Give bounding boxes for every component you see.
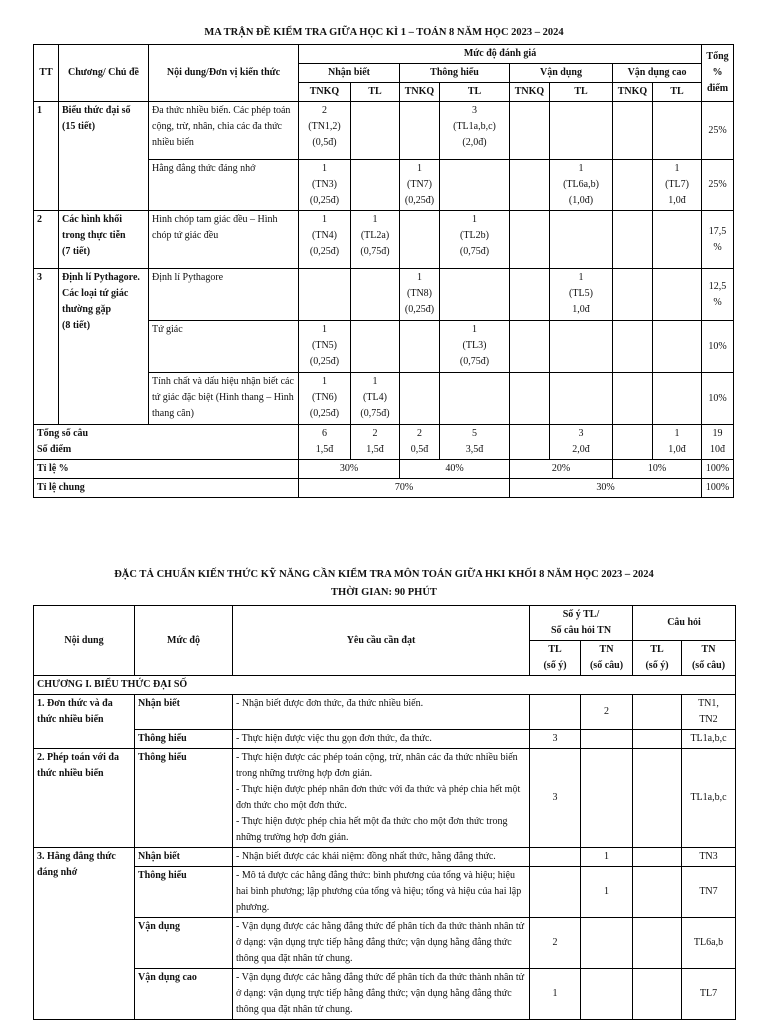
- summary-percent-cell: 40%: [400, 460, 510, 479]
- spec-level: Thông hiểu: [135, 867, 233, 918]
- level-cell: 2 (TN1,2) (0,5đ): [299, 102, 351, 160]
- summary-percent-cell: 20%: [510, 460, 613, 479]
- spec-table: [33, 605, 736, 1020]
- level-cell: 3 (TL1a,b,c) (2,0đ): [440, 102, 510, 160]
- spec-level: Thông hiểu: [135, 730, 233, 749]
- spec-header-question-tn: TN (số câu): [682, 641, 736, 676]
- level-cell: [400, 321, 440, 373]
- summary-count-cell: [613, 425, 653, 460]
- spec-requirement: - Mô tả được các hằng đẳng thức: bình phương của tổng và hiệu; hiệu hai bình phương; lập phương của tổng và hiệu; tổng và hiệu của hai lập phương.: [233, 867, 530, 918]
- matrix-title: MA TRẬN ĐỀ KIỂM TRA GIỮA HỌC KÌ 1 – TOÁN 8 NĂM HỌC 2023 – 2024: [204, 27, 564, 38]
- level-cell: [653, 102, 702, 160]
- header-total: Tổng % điểm: [702, 45, 734, 102]
- level-cell: 1 (TN5) (0,25đ): [299, 321, 351, 373]
- spec-chapter-title: CHƯƠNG I. BIỂU THỨC ĐẠI SỐ: [34, 676, 736, 695]
- spec-content-name: 1. Đơn thức và đa thức nhiều biến: [34, 695, 135, 749]
- level-cell: 1 (TL2b) (0,75đ): [440, 211, 510, 269]
- summary-count-cell: 2 0,5đ: [400, 425, 440, 460]
- summary-percent-cell: 30%: [299, 460, 400, 479]
- spec-header-content: Nội dung: [34, 606, 135, 676]
- content-unit: Tứ giác: [149, 321, 299, 373]
- spec-count-tl: [530, 867, 581, 918]
- matrix-row: [34, 269, 734, 321]
- spec-question-tl: [633, 969, 682, 1020]
- header-tl: TL: [550, 83, 613, 102]
- level-cell: [613, 269, 653, 321]
- chapter-name: Định lí Pythagore. Các loại tứ giác thường gặp (8 tiết): [59, 269, 149, 425]
- spec-count-tl: 1: [530, 969, 581, 1020]
- header-tl: TL: [653, 83, 702, 102]
- matrix-table: [33, 44, 734, 498]
- summary-general-row: [34, 479, 734, 498]
- level-cell: [613, 321, 653, 373]
- spec-content-name: 2. Phép toán với đa thức nhiều biến: [34, 749, 135, 848]
- level-cell: [550, 321, 613, 373]
- spec-row: [34, 695, 736, 730]
- spec-count-tn: [581, 749, 633, 848]
- level-cell: [400, 211, 440, 269]
- level-cell: [440, 160, 510, 211]
- level-cell: 1 (TN7) (0,25đ): [400, 160, 440, 211]
- spec-level: Thông hiểu: [135, 749, 233, 848]
- level-cell: 1 (TN4) (0,25đ): [299, 211, 351, 269]
- level-cell: [653, 321, 702, 373]
- spec-header-tl: TL (số ý): [530, 641, 581, 676]
- spec-requirement: - Vận dụng được các hằng đẳng thức để phân tích đa thức thành nhân tử ở dạng: vận dụng trực tiếp hằng đẳng thức; vận dụng hằng đẳng thức thông qua đặt nhân tử chung.: [233, 918, 530, 969]
- spec-question-tn: TL7: [682, 969, 736, 1020]
- total-percent: 17,5%: [702, 211, 734, 269]
- level-cell: 1 (TL7) 1,0đ: [653, 160, 702, 211]
- chapter-name: Biểu thức đại số (15 tiết): [59, 102, 149, 211]
- spec-count-tl: [530, 695, 581, 730]
- level-cell: [400, 373, 440, 425]
- spec-subtitle: THỜI GIAN: 90 PHÚT: [331, 587, 437, 598]
- chapter-number: 2: [34, 211, 59, 269]
- spec-question-tl: [633, 867, 682, 918]
- summary-count-cell: 6 1,5đ: [299, 425, 351, 460]
- spec-level: Vận dụng cao: [135, 969, 233, 1020]
- chapter-number: 1: [34, 102, 59, 211]
- chapter-name: Các hình khối trong thực tiễn (7 tiết): [59, 211, 149, 269]
- level-cell: 1 (TL5) 1,0đ: [550, 269, 613, 321]
- content-unit: Định lí Pythagore: [149, 269, 299, 321]
- header-chapter: Chương/ Chủ đề: [59, 45, 149, 102]
- spec-question-tn: TN7: [682, 867, 736, 918]
- level-cell: 1 (TL4) (0,75đ): [351, 373, 400, 425]
- level-cell: [351, 160, 400, 211]
- summary-percent-label: Tỉ lệ %: [34, 460, 299, 479]
- summary-count-cell: [510, 425, 550, 460]
- level-cell: [440, 373, 510, 425]
- level-cell: [351, 102, 400, 160]
- level-cell: 1 (TL2a) (0,75đ): [351, 211, 400, 269]
- spec-question-tl: [633, 918, 682, 969]
- spec-count-tn: 2: [581, 695, 633, 730]
- summary-general-label: Tỉ lệ chung: [34, 479, 299, 498]
- level-cell: [613, 211, 653, 269]
- level-cell: [510, 269, 550, 321]
- level-cell: [613, 373, 653, 425]
- level-cell: 1 (TL3) (0,75đ): [440, 321, 510, 373]
- spec-count-tl: 2: [530, 918, 581, 969]
- total-percent: 25%: [702, 102, 734, 160]
- level-cell: [440, 269, 510, 321]
- summary-percent-row: [34, 460, 734, 479]
- header-tl: TL: [440, 83, 510, 102]
- header-level: Vận dụng: [510, 64, 613, 83]
- spec-row: [34, 969, 736, 1020]
- spec-count-tn: [581, 918, 633, 969]
- level-cell: [510, 211, 550, 269]
- level-cell: [400, 102, 440, 160]
- spec-level: Vận dụng: [135, 918, 233, 969]
- spec-count-tl: 3: [530, 730, 581, 749]
- summary-count-label: Tổng số câu Số điểm: [34, 425, 299, 460]
- content-unit: Tính chất và dấu hiệu nhận biết các tứ giác đặc biệt (Hình thang – Hình thang cân): [149, 373, 299, 425]
- header-level: Thông hiểu: [400, 64, 510, 83]
- spec-question-tl: [633, 695, 682, 730]
- spec-question-tn: TL1a,b,c: [682, 730, 736, 749]
- summary-general-total: 100%: [702, 479, 734, 498]
- chapter-number: 3: [34, 269, 59, 425]
- spec-title: ĐẶC TẢ CHUẨN KIẾN THỨC KỸ NĂNG CẦN KIỂM TRA MÔN TOÁN GIỮA HKI KHỐI 8 NĂM HỌC 2023 – 2024: [114, 569, 654, 580]
- spec-requirement: - Nhận biết được đơn thức, đa thức nhiều biến.: [233, 695, 530, 730]
- level-cell: [510, 321, 550, 373]
- header-level-group: Mức độ đánh giá: [299, 45, 702, 64]
- header-tnkq: TNKQ: [510, 83, 550, 102]
- level-cell: 1 (TN8) (0,25đ): [400, 269, 440, 321]
- header-tnkq: TNKQ: [400, 83, 440, 102]
- total-percent: 25%: [702, 160, 734, 211]
- spec-header-count-group: Số ý TL/ Số câu hỏi TN: [530, 606, 633, 641]
- level-cell: [613, 102, 653, 160]
- spec-requirement: - Thực hiện được các phép toán cộng, trừ, nhân các đa thức nhiều biến trong những trường hợp đơn giản. - Thực hiện được phép nhân đơn thức với đa thức và phép chia hết một đơn thức cho một đơn thức. - Thực hiện được phép chia hết một đa thức cho một đơn thức trong những trường hợp đơn giản.: [233, 749, 530, 848]
- spec-requirement: - Thực hiện được việc thu gọn đơn thức, đa thức.: [233, 730, 530, 749]
- level-cell: 1 (TN6) (0,25đ): [299, 373, 351, 425]
- level-cell: [653, 373, 702, 425]
- level-cell: [550, 373, 613, 425]
- level-cell: [351, 269, 400, 321]
- spec-row: [34, 749, 736, 848]
- header-content: Nội dung/Đơn vị kiến thức: [149, 45, 299, 102]
- level-cell: [351, 321, 400, 373]
- spec-question-tn: TL1a,b,c: [682, 749, 736, 848]
- spec-question-tl: [633, 730, 682, 749]
- content-unit: Hằng đẳng thức đáng nhớ: [149, 160, 299, 211]
- level-cell: [510, 160, 550, 211]
- spec-level: Nhận biết: [135, 695, 233, 730]
- spec-question-tn: TN3: [682, 848, 736, 867]
- level-cell: [653, 269, 702, 321]
- spec-count-tn: 1: [581, 867, 633, 918]
- spec-requirement: - Vận dụng được các hằng đẳng thức để phân tích đa thức thành nhân tử ở dạng: vận dụng trực tiếp hằng đẳng thức; vận dụng hằng đẳng thức thông qua đặt nhân tử chung.: [233, 969, 530, 1020]
- summary-count-cell: 3 2,0đ: [550, 425, 613, 460]
- content-unit: Hình chóp tam giác đều – Hình chóp tứ giác đều: [149, 211, 299, 269]
- spec-count-tn: [581, 730, 633, 749]
- matrix-row: [34, 102, 734, 160]
- header-level: Nhận biết: [299, 64, 400, 83]
- spec-header-requirement: Yêu cầu cần đạt: [233, 606, 530, 676]
- level-cell: [550, 211, 613, 269]
- summary-count-cell: 5 3,5đ: [440, 425, 510, 460]
- header-tt: TT: [34, 45, 59, 102]
- level-cell: [510, 373, 550, 425]
- summary-general-cell: 30%: [510, 479, 702, 498]
- level-cell: 1 (TN3) (0,25đ): [299, 160, 351, 211]
- spec-question-tl: [633, 848, 682, 867]
- summary-percent-total: 100%: [702, 460, 734, 479]
- spec-chapter-row: [34, 676, 736, 695]
- level-cell: [613, 160, 653, 211]
- spec-header-tn: TN (số câu): [581, 641, 633, 676]
- level-cell: [299, 269, 351, 321]
- header-level: Vận dụng cao: [613, 64, 702, 83]
- spec-question-tn: TN1, TN2: [682, 695, 736, 730]
- spec-count-tl: [530, 848, 581, 867]
- spec-header-question-tl: TL (số ý): [633, 641, 682, 676]
- level-cell: [510, 102, 550, 160]
- level-cell: [550, 102, 613, 160]
- content-unit: Đa thức nhiều biến. Các phép toán cộng, trừ, nhân, chia các đa thức nhiều biến: [149, 102, 299, 160]
- summary-percent-cell: 10%: [613, 460, 702, 479]
- spec-row: [34, 848, 736, 867]
- spec-count-tl: 3: [530, 749, 581, 848]
- summary-general-cell: 70%: [299, 479, 510, 498]
- spec-row: [34, 867, 736, 918]
- total-percent: 12,5%: [702, 269, 734, 321]
- spec-header-level: Mức độ: [135, 606, 233, 676]
- spec-question-tl: [633, 749, 682, 848]
- level-cell: 1 (TL6a,b) (1,0đ): [550, 160, 613, 211]
- level-cell: [653, 211, 702, 269]
- spec-content-name: 3. Hằng đẳng thức đáng nhớ: [34, 848, 135, 1020]
- spec-count-tn: [581, 969, 633, 1020]
- spec-requirement: - Nhận biết được các khái niệm: đồng nhất thức, hằng đẳng thức.: [233, 848, 530, 867]
- summary-count-cell: 1 1,0đ: [653, 425, 702, 460]
- summary-count-cell: 2 1,5đ: [351, 425, 400, 460]
- summary-count-total: 19 10đ: [702, 425, 734, 460]
- header-tnkq: TNKQ: [299, 83, 351, 102]
- spec-count-tn: 1: [581, 848, 633, 867]
- header-tl: TL: [351, 83, 400, 102]
- header-tnkq: TNKQ: [613, 83, 653, 102]
- total-percent: 10%: [702, 321, 734, 373]
- spec-row: [34, 730, 736, 749]
- spec-row: [34, 918, 736, 969]
- spec-level: Nhận biết: [135, 848, 233, 867]
- matrix-row: [34, 211, 734, 269]
- spec-header-question-group: Câu hỏi: [633, 606, 736, 641]
- spec-question-tn: TL6a,b: [682, 918, 736, 969]
- total-percent: 10%: [702, 373, 734, 425]
- summary-count-row: [34, 425, 734, 460]
